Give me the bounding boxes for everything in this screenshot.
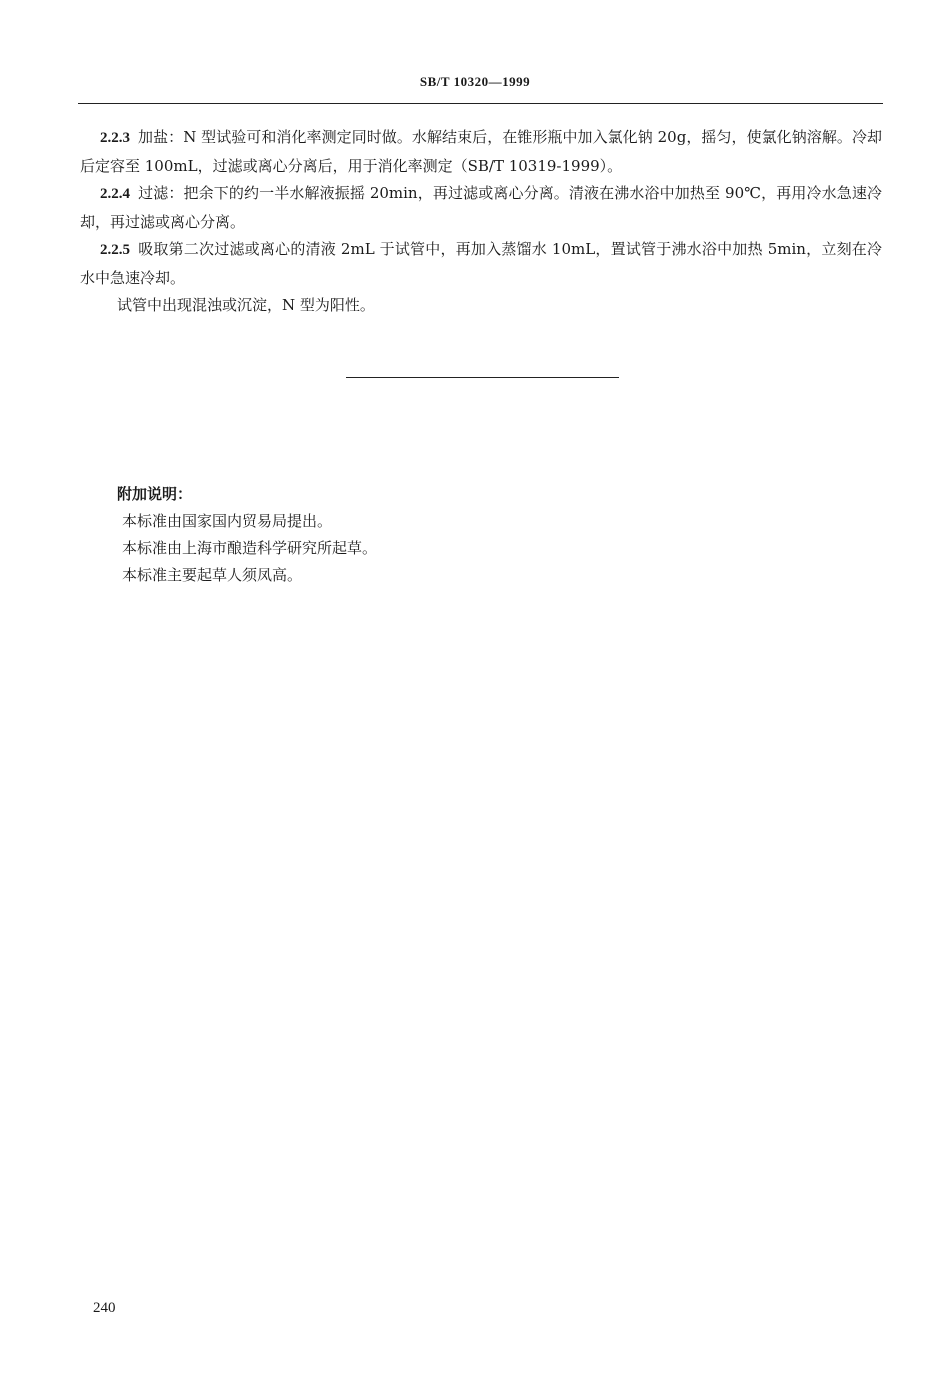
- note-line-proposer: 本标准由国家国内贸易局提出。: [122, 512, 333, 530]
- section-text: 吸取第二次过滤或离心的清液 2mL 于试管中，再加入蒸馏水 10mL，置试管于沸水浴中加热 5min，立刻在冷水中急速冷却。: [80, 240, 882, 287]
- section-2-2-3: [80, 124, 882, 180]
- section-number: 2.2.5: [100, 242, 130, 258]
- document-header: SB/T 10320—1999: [419, 74, 531, 89]
- note-line-drafter: 本标准由上海市酿造科学研究所起草。: [122, 539, 378, 557]
- body-text: [80, 124, 882, 320]
- section-number: 2.2.4: [100, 186, 130, 202]
- notes-title: 附加说明：: [117, 485, 193, 503]
- header-divider: [78, 103, 883, 104]
- section-number: 2.2.3: [100, 130, 130, 146]
- note-line-author: 本标准主要起草人须凤高。: [122, 566, 303, 584]
- result-line: 试管中出现混浊或沉淀，N 型为阳性。: [117, 296, 375, 314]
- section-2-2-4: [80, 180, 882, 236]
- section-text: 加盐：N 型试验可和消化率测定同时做。水解结束后，在锥形瓶中加入氯化钠 20g，摇匀，使氯化钠溶解。冷却后定容至 100mL，过滤或离心分离后，用于消化率测定（SB/T 10319-1999）。: [80, 128, 882, 175]
- section-text: 过滤：把余下的约一半水解液振摇 20min，再过滤或离心分离。清液在沸水浴中加热至 90℃，再用冷水急速冷却，再过滤或离心分离。: [80, 184, 882, 231]
- section-2-2-5: [80, 236, 882, 292]
- end-of-standard-divider: [346, 377, 619, 378]
- page-number: 240: [93, 1300, 116, 1316]
- additional-notes: [117, 481, 377, 589]
